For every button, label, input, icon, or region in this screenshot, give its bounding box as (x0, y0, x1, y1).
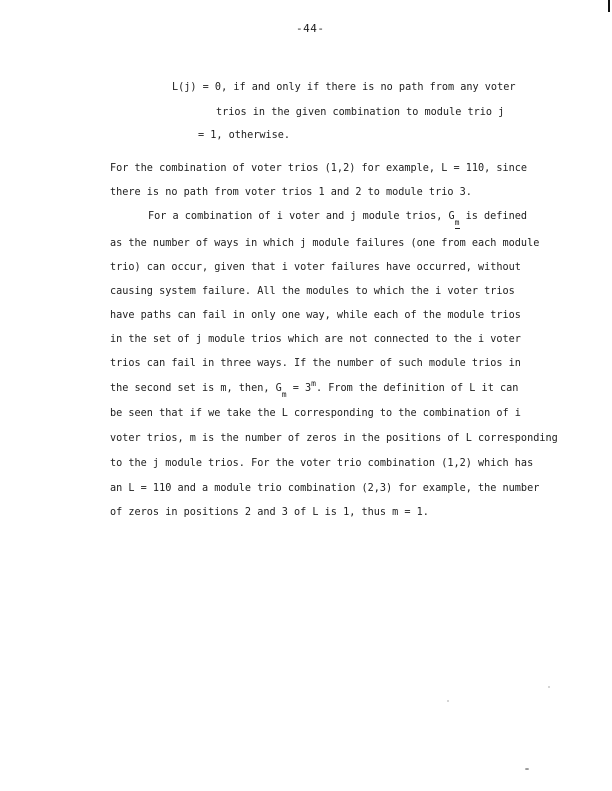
paragraph2-line-8-text: the second set is m, then, G (110, 383, 282, 394)
definition-line-1: L(j) = 0, if and only if there is no path from any voter (172, 82, 516, 93)
scan-speck (447, 700, 449, 702)
paragraph2-line-8 (110, 379, 519, 399)
paragraph2-line-11: to the j module trios. For the voter trio combination (1,2) which has (110, 458, 534, 469)
paragraph2-line-1-text: For a combination of i voter and j module trios, G (148, 211, 455, 222)
equals-three: = 3 (286, 383, 312, 394)
paragraph1-line-1: For the combination of voter trios (1,2) for example, L = 110, since (110, 163, 528, 174)
page-edge-mark (608, 0, 610, 12)
paragraph2-line-7: trios can fail in three ways. If the number of such module trios in (110, 358, 521, 369)
page-number: -44- (296, 22, 325, 35)
paragraph2-line-9: be seen that if we take the L corresponding to the combination of i (110, 408, 521, 419)
paragraph2-line-1-end: is defined (459, 211, 527, 222)
paragraph2-line-1 (148, 210, 527, 227)
paragraph2-line-10: voter trios, m is the number of zeros in the positions of L corresponding (110, 433, 558, 444)
definition-line-3: = 1, otherwise. (198, 130, 291, 141)
subscript-m-underlined: m (454, 218, 460, 227)
paragraph2-line-12: an L = 110 and a module trio combination (2,3) for example, the number (110, 483, 540, 494)
subscript-m: m (281, 390, 287, 399)
paragraph2-line-13: of zeros in positions 2 and 3 of L is 1, thus m = 1. (110, 507, 429, 518)
paragraph2-line-5: have paths can fail in only one way, while each of the module trios (110, 310, 521, 321)
superscript-m: m (311, 379, 316, 388)
paragraph2-line-4: causing system failure. All the modules to which the i voter trios (110, 286, 515, 297)
paragraph1-line-2: there is no path from voter trios 1 and 2 to module trio 3. (110, 187, 472, 198)
paragraph2-line-8-end: . From the definition of L it can (315, 383, 519, 394)
definition-line-2: trios in the given combination to module trio j (216, 107, 505, 118)
scan-speck (525, 768, 529, 770)
paragraph2-line-6: in the set of j module trios which are not connected to the i voter (110, 334, 521, 345)
paragraph2-line-2: as the number of ways in which j module failures (one from each module (110, 238, 540, 249)
scan-speck (548, 686, 550, 688)
paragraph2-line-3: trio) can occur, given that i voter failures have occurred, without (110, 262, 521, 273)
